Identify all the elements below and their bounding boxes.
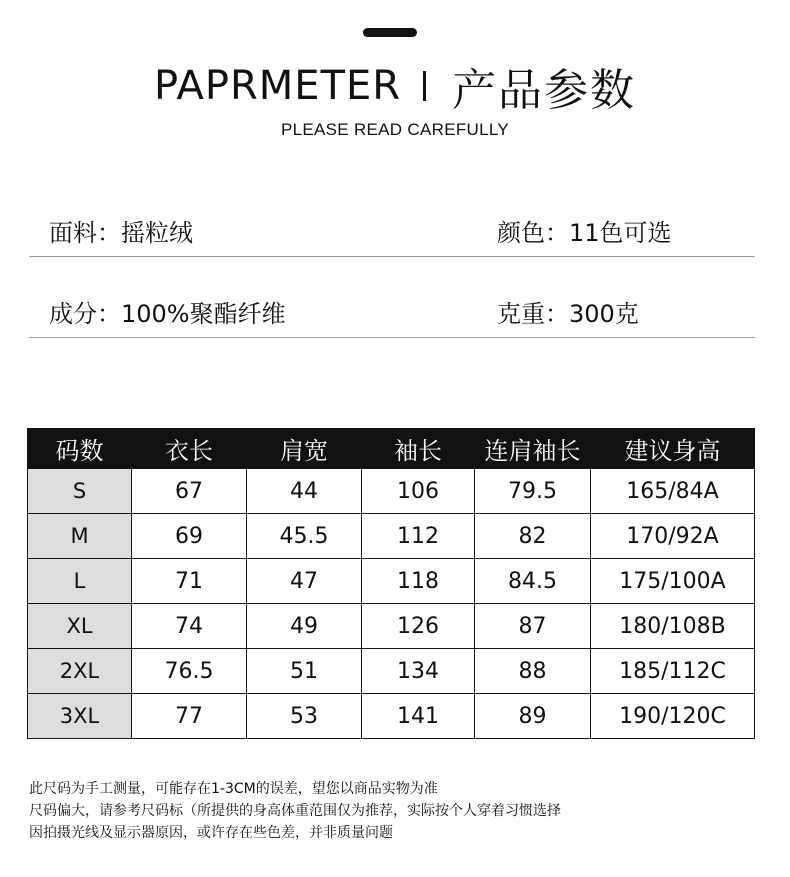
cell-length: 76.5	[132, 649, 247, 694]
note-line: 因拍摄光线及显示器原因，或许存在些色差，并非质量问题	[29, 825, 393, 841]
cell-height: 180/108B	[591, 604, 755, 649]
header-sleeve: 袖长	[362, 429, 475, 469]
cell-length: 67	[132, 469, 247, 514]
cell-raglan-sleeve: 79.5	[475, 469, 591, 514]
info-row-1	[29, 213, 755, 257]
top-decor-bar	[363, 28, 417, 37]
table-row	[28, 694, 755, 739]
header-shoulder: 肩宽	[247, 429, 362, 469]
cell-sleeve: 118	[362, 559, 475, 604]
cell-size: L	[28, 559, 132, 604]
page-title	[0, 58, 790, 114]
table-row	[28, 559, 755, 604]
title-divider	[423, 71, 426, 101]
cell-height: 185/112C	[591, 649, 755, 694]
cell-raglan-sleeve: 88	[475, 649, 591, 694]
cell-height: 190/120C	[591, 694, 755, 739]
cell-raglan-sleeve: 89	[475, 694, 591, 739]
subtitle: PLEASE READ CAREFULLY	[280, 120, 509, 139]
note-line: 此尺码为手工测量，可能存在1-3CM的误差，望您以商品实物为准	[29, 781, 438, 797]
table-row	[28, 469, 755, 514]
table-row	[28, 514, 755, 559]
note-line: 尺码偏大，请参考尺码标（所提供的身高体重范围仅为推荐，实际按个人穿着习惯选择	[29, 803, 561, 819]
header-size: 码数	[28, 429, 132, 469]
cell-length: 69	[132, 514, 247, 559]
title-english: PAPRMETER	[153, 63, 402, 109]
cell-shoulder: 44	[247, 469, 362, 514]
cell-shoulder: 47	[247, 559, 362, 604]
cell-height: 170/92A	[591, 514, 755, 559]
cell-raglan-sleeve: 84.5	[475, 559, 591, 604]
cell-length: 71	[132, 559, 247, 604]
cell-sleeve: 106	[362, 469, 475, 514]
header-length: 衣长	[132, 429, 247, 469]
cell-raglan-sleeve: 87	[475, 604, 591, 649]
cell-height: 175/100A	[591, 559, 755, 604]
cell-sleeve: 134	[362, 649, 475, 694]
cell-size: S	[28, 469, 132, 514]
weight-info: 克重：300克	[497, 300, 639, 328]
cell-sleeve: 141	[362, 694, 475, 739]
cell-size: XL	[28, 604, 132, 649]
cell-shoulder: 53	[247, 694, 362, 739]
size-table	[27, 428, 755, 739]
table-header-row	[28, 429, 755, 469]
title-chinese: 产品参数	[452, 65, 637, 116]
cell-shoulder: 45.5	[247, 514, 362, 559]
cell-sleeve: 112	[362, 514, 475, 559]
cell-raglan-sleeve: 82	[475, 514, 591, 559]
header-height: 建议身高	[591, 429, 755, 469]
cell-sleeve: 126	[362, 604, 475, 649]
table-row	[28, 604, 755, 649]
cell-length: 74	[132, 604, 247, 649]
cell-shoulder: 49	[247, 604, 362, 649]
cell-shoulder: 51	[247, 649, 362, 694]
fabric-info: 面料：摇粒绒	[49, 219, 193, 247]
cell-size: 2XL	[28, 649, 132, 694]
color-info: 颜色：11色可选	[497, 219, 672, 247]
composition-info: 成分：100%聚酯纤维	[49, 300, 286, 328]
cell-height: 165/84A	[591, 469, 755, 514]
notes	[29, 778, 769, 844]
table-row	[28, 649, 755, 694]
cell-length: 77	[132, 694, 247, 739]
cell-size: 3XL	[28, 694, 132, 739]
info-row-2	[29, 294, 755, 338]
cell-size: M	[28, 514, 132, 559]
header-raglan-sleeve: 连肩袖长	[475, 429, 591, 469]
